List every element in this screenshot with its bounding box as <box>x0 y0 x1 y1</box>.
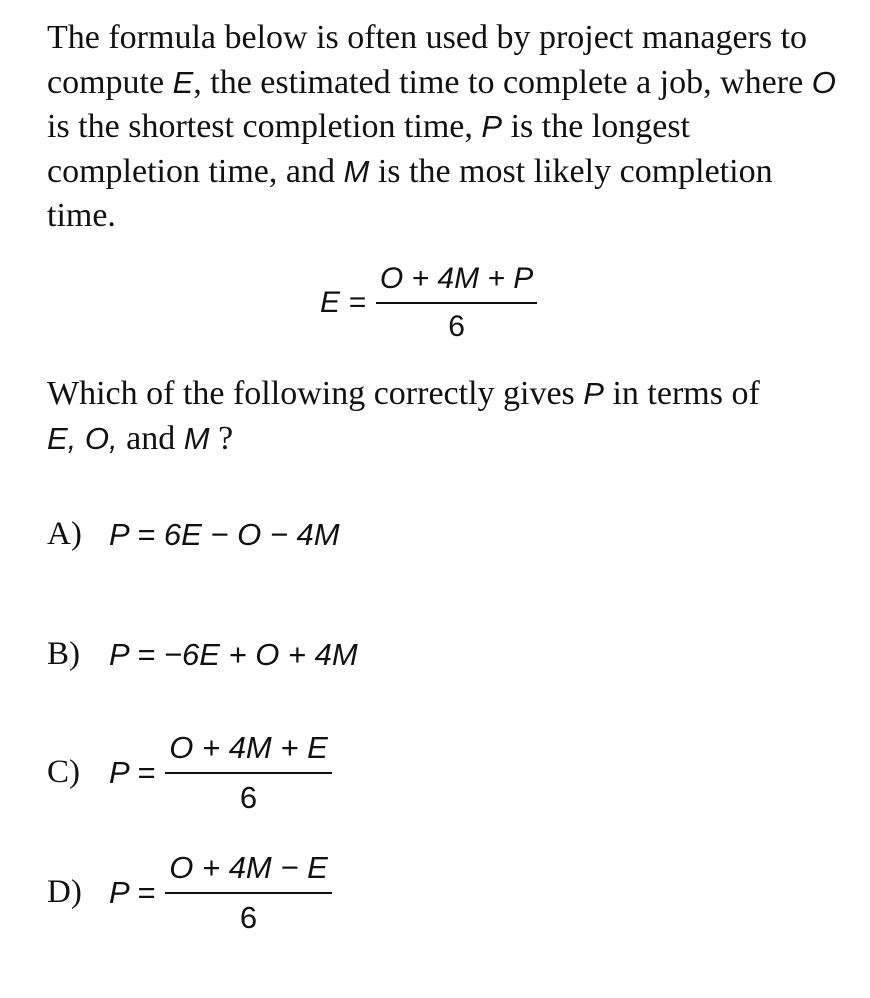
choice-c-denominator: 6 <box>239 779 258 815</box>
formula-denominator: 6 <box>448 309 465 343</box>
choice-a-label: A) <box>47 516 82 552</box>
question-text <box>47 372 847 461</box>
choice-c-fraction <box>165 730 332 816</box>
stem-text-5: is the most likely completion time. <box>47 152 773 234</box>
stem-text-4: is the longest completion time, and <box>47 108 691 190</box>
choice-b-label: B) <box>47 636 80 672</box>
choice-c[interactable] <box>47 730 332 816</box>
choice-b-expression: P = −6E + O + 4M <box>109 636 358 672</box>
choice-d[interactable] <box>47 850 332 936</box>
choice-a-expression: P = 6E − O − 4M <box>109 516 340 552</box>
stem-text-1: The formula below is often used by project managers to compute <box>47 19 808 101</box>
stem-text-2: , the estimated time to complete a job, where <box>193 63 812 101</box>
choice-a[interactable] <box>47 516 340 553</box>
question-text-1: Which of the following correctly gives <box>47 375 584 412</box>
question-var-m: M <box>183 420 210 456</box>
choice-d-denominator: 6 <box>239 899 258 935</box>
formula-lhs: E = <box>320 285 366 319</box>
stem-var-o: O <box>811 64 836 100</box>
problem-stem <box>47 16 847 239</box>
question-var-list: E, O, <box>47 420 118 456</box>
question-text-2: in terms of <box>603 375 760 412</box>
choice-c-numerator: O + 4M + E <box>169 730 328 765</box>
choice-c-label: C) <box>47 754 80 791</box>
question-var-p: P <box>583 376 604 411</box>
stem-var-m: M <box>343 153 370 189</box>
stem-var-p: P <box>481 109 503 144</box>
choice-d-label: D) <box>47 874 82 911</box>
main-formula <box>320 262 537 344</box>
choice-d-numerator: O + 4M − E <box>169 850 328 885</box>
question-text-3: and <box>117 419 184 457</box>
formula-fraction <box>376 262 537 344</box>
choice-d-lhs: P = <box>109 874 156 910</box>
choice-d-fraction <box>165 850 332 936</box>
choice-c-lhs: P = <box>109 754 156 790</box>
stem-var-e: E <box>172 64 194 100</box>
choice-b[interactable] <box>47 636 358 673</box>
formula-numerator: O + 4M + P <box>379 262 534 295</box>
stem-text-3: is the shortest completion time, <box>47 108 482 145</box>
question-text-4: ? <box>209 419 234 457</box>
